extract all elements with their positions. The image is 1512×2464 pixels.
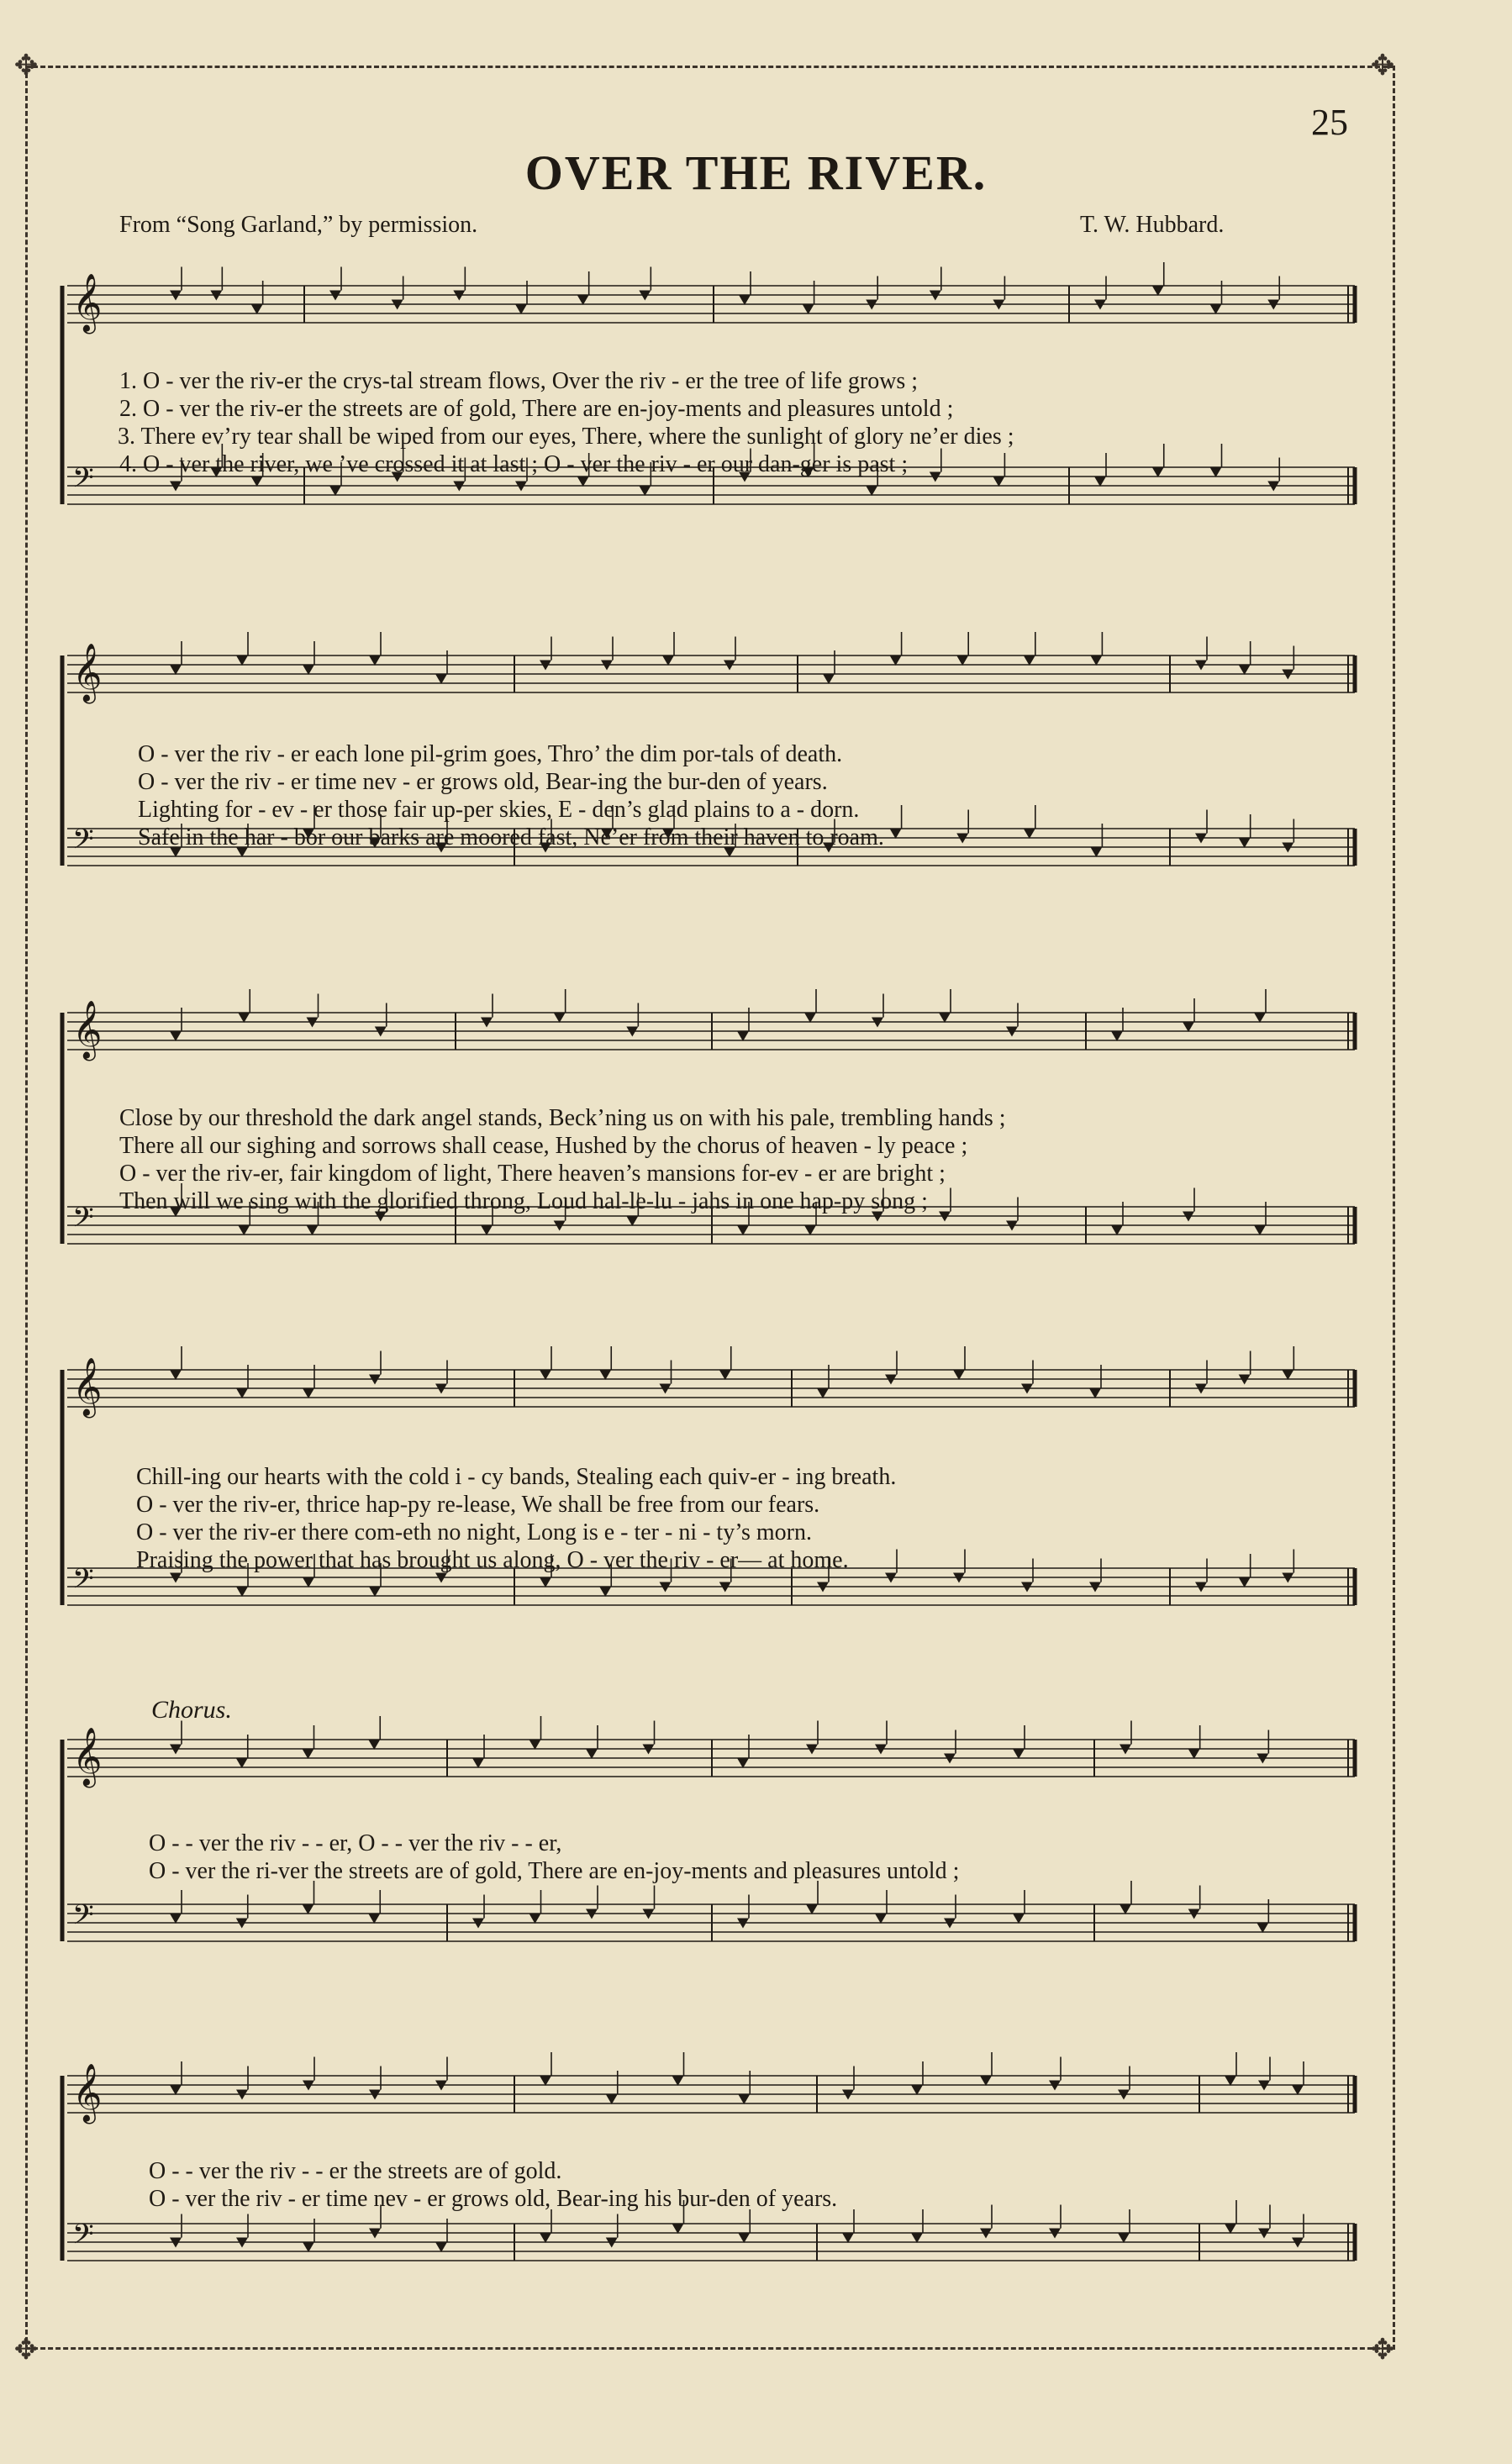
note-head <box>435 2242 447 2252</box>
note-head <box>368 1740 380 1750</box>
lyric-line: O - ver the riv - er time nev - er grows old, Bear-ing his bur-den of years. <box>149 2186 838 2212</box>
note-head <box>238 1225 250 1235</box>
treble-clef-icon: 𝄞 <box>72 1000 103 1059</box>
note-head <box>1013 1749 1025 1759</box>
note-head <box>238 1013 250 1023</box>
note-head <box>672 2076 684 2086</box>
note-head <box>472 1758 484 1768</box>
bass-clef-icon: 𝄢 <box>72 2219 94 2257</box>
bass-clef-icon: 𝄢 <box>72 1899 94 1938</box>
note-head <box>1292 2085 1304 2095</box>
note-head <box>806 1904 818 1914</box>
note-head <box>804 1013 816 1023</box>
music-system <box>61 979 1372 1332</box>
lyric-line: Then will we sing with the glorified throng, Loud hal-le-lu - jahs in one hap-py song ; <box>119 1188 928 1214</box>
note-head <box>1239 1577 1251 1587</box>
note-head <box>303 1749 314 1759</box>
note-head <box>911 2085 923 2095</box>
note-head <box>529 1914 541 1924</box>
note-head <box>842 2233 854 2243</box>
note-head <box>738 2233 750 2243</box>
music-system <box>61 2034 1372 2328</box>
note-head <box>170 1914 182 1924</box>
corner-ornament-icon: ✥ <box>13 50 39 82</box>
lyric-line: Chill-ing our hearts with the cold i - cy bands, Stealing each quiv-er - ing breath. <box>136 1464 897 1490</box>
note-head <box>586 1749 598 1759</box>
lyric-line: O - - ver the riv - - er the streets are of gold. <box>149 2158 562 2184</box>
note-head <box>737 1225 749 1235</box>
note-head <box>626 1216 638 1226</box>
corner-ornament-icon: ✥ <box>1370 2335 1395 2366</box>
corner-ornament-icon: ✥ <box>1370 50 1395 82</box>
note-head <box>1183 1022 1194 1032</box>
note-head <box>1254 1225 1266 1235</box>
music-system <box>61 1723 1372 2034</box>
note-head <box>953 1370 965 1380</box>
note-head <box>540 1577 551 1587</box>
note-head <box>1256 1923 1268 1933</box>
note-head <box>1111 1031 1123 1041</box>
note-head <box>737 1031 749 1041</box>
note-head <box>599 1370 611 1380</box>
note-head <box>738 2094 750 2104</box>
note-head <box>170 1031 182 1041</box>
lyric-line: Praising the power that has brought us along, O - ver the riv - er— at home. <box>136 1547 849 1573</box>
treble-clef-icon: 𝄞 <box>72 1357 103 1416</box>
lyric-line: O - ver the riv - er time nev - er grows old, Bear-ing the bur-den of years. <box>138 769 828 795</box>
lyric-line: O - ver the ri-ver the streets are of gold, There are en-joy-ments and pleasures untold ; <box>149 1858 960 1884</box>
note-head <box>540 1370 551 1380</box>
lyric-line: Close by our threshold the dark angel stands, Beck’ning us on with his pale, trembling hands ; <box>119 1105 1006 1131</box>
page-number: 25 <box>1311 102 1348 143</box>
note-head <box>1188 1749 1200 1759</box>
note-head <box>817 1388 829 1398</box>
note-head <box>672 2224 684 2234</box>
treble-clef-icon: 𝄞 <box>72 2063 103 2122</box>
bass-clef-icon: 𝄢 <box>72 1563 94 1602</box>
treble-clef-icon: 𝄞 <box>72 643 103 702</box>
note-head <box>303 1904 314 1914</box>
music-system <box>61 269 1372 605</box>
note-head <box>1225 2224 1236 2234</box>
note-head <box>737 1758 749 1768</box>
note-head <box>939 1013 951 1023</box>
note-head <box>303 2242 314 2252</box>
note-head <box>303 1577 314 1587</box>
note-head <box>1118 2233 1130 2243</box>
lyric-line: O - ver the riv-er, fair kingdom of light, There heaven’s mansions for-ev - er are bright ; <box>119 1161 946 1187</box>
lyric-line: 3. There ev’ry tear shall be wiped from our eyes, There, where the sunlight of glory ne’er dies ; <box>118 424 1014 450</box>
note-head <box>911 2233 923 2243</box>
note-head <box>481 1225 493 1235</box>
note-head <box>606 2094 618 2104</box>
lyric-line: Safe in the har - bor our barks are moored fast, Ne’er from their haven to roam. <box>138 824 884 850</box>
note-head <box>1282 1370 1293 1380</box>
lyric-line: 1. O - ver the riv-er the crys-tal stream flows, Over the riv - er the tree of life grows ; <box>119 368 919 394</box>
note-head <box>368 1914 380 1924</box>
lyric-line: O - - ver the riv - - er, O - - ver the riv - - er, <box>149 1830 562 1856</box>
note-head <box>1225 2076 1236 2086</box>
treble-clef-icon: 𝄞 <box>72 1727 103 1786</box>
note-head <box>236 1587 248 1597</box>
note-head <box>236 1388 248 1398</box>
note-head <box>980 2076 992 2086</box>
note-head <box>170 2085 182 2095</box>
treble-clef-icon: 𝄞 <box>72 273 103 332</box>
note-head <box>170 1370 182 1380</box>
note-head <box>236 1758 248 1768</box>
note-head <box>1111 1225 1123 1235</box>
composer-credit: T. W. Hubbard. <box>1080 212 1225 238</box>
note-head <box>599 1587 611 1597</box>
lyric-line: O - ver the riv-er, thrice hap-py re-lease, We shall be free from our fears. <box>136 1492 820 1518</box>
note-head <box>719 1370 731 1380</box>
note-head <box>529 1740 541 1750</box>
note-head <box>540 2076 551 2086</box>
note-head <box>804 1225 816 1235</box>
note-head <box>369 1587 381 1597</box>
note-head <box>1013 1914 1025 1924</box>
note-head <box>1120 1904 1131 1914</box>
lyric-line: O - ver the riv-er there com-eth no night, Long is e - ter - ni - ty’s morn. <box>136 1519 812 1545</box>
lyric-line: 2. O - ver the riv-er the streets are of gold, There are en-joy-ments and pleasures untold ; <box>119 396 954 422</box>
bass-clef-icon: 𝄢 <box>72 1202 94 1240</box>
note-head <box>1254 1013 1266 1023</box>
lyric-line: O - ver the riv - er each lone pil-grim goes, Thro’ the dim por-tals of death. <box>138 741 843 767</box>
note-head <box>875 1914 887 1924</box>
music-system <box>61 1336 1372 1681</box>
page-title: OVER THE RIVER. <box>524 145 988 200</box>
corner-ornament-icon: ✥ <box>13 2335 39 2366</box>
note-head <box>554 1013 566 1023</box>
chorus-label: Chorus. <box>151 1696 232 1724</box>
bass-clef-icon: 𝄢 <box>72 462 94 501</box>
lyric-line: Lighting for - ev - er those fair up-per skies, E - den’s glad plains to a - dorn. <box>138 797 860 823</box>
lyric-line: There all our sighing and sorrows shall cease, Hushed by the chorus of heaven - ly peace ; <box>119 1133 968 1159</box>
bass-clef-icon: 𝄢 <box>72 824 94 862</box>
source-credit: From “Song Garland,” by permission. <box>119 212 478 238</box>
note-head <box>303 1388 314 1398</box>
note-head <box>1089 1388 1101 1398</box>
note-head <box>540 2233 551 2243</box>
note-head <box>307 1225 319 1235</box>
lyric-line: 4. O - ver the river, we ’ve crossed it at last ; O - ver the riv - er our dan-ger is past ; <box>119 451 909 477</box>
music-system <box>61 622 1372 958</box>
